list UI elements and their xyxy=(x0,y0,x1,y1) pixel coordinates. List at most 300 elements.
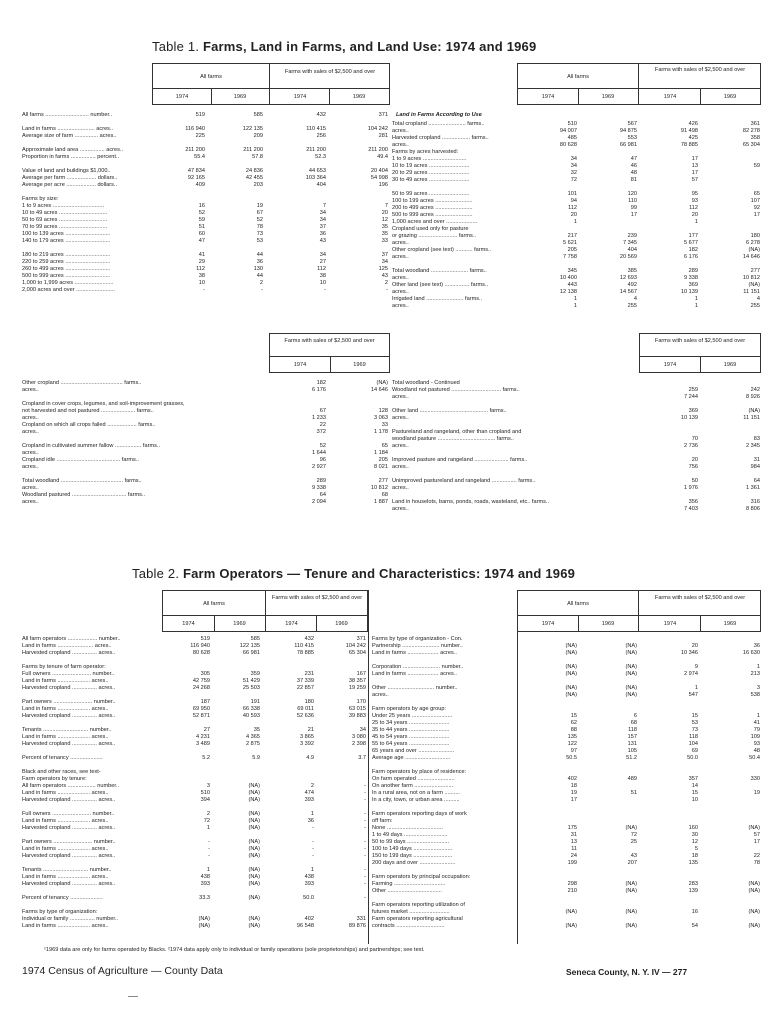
row-value: (NA) xyxy=(625,664,637,670)
row-value: 6 176 xyxy=(684,254,698,260)
row-label: acres.. xyxy=(392,303,409,309)
row-value: 20 569 xyxy=(619,254,637,260)
row-value: - xyxy=(364,783,366,789)
table-row xyxy=(22,133,390,140)
row-value: 24 xyxy=(570,853,577,859)
row-value: 39 883 xyxy=(348,713,366,719)
table2-number: Table 2. xyxy=(132,566,180,581)
row-value: 97 xyxy=(570,748,577,754)
row-value: 1 xyxy=(694,685,698,691)
table-row xyxy=(22,429,390,436)
row-value: 361 xyxy=(750,121,760,127)
row-label: Farms by acres harvested: xyxy=(392,149,459,155)
table-row xyxy=(22,783,368,790)
row-label: acres.. xyxy=(22,485,39,491)
row-label: acres.. xyxy=(392,254,409,260)
row-value: 19 259 xyxy=(348,685,366,691)
table1-left2-header xyxy=(269,333,390,373)
row-label: Percent of tenancy ..................... xyxy=(22,755,103,761)
row-value: (NA) xyxy=(748,282,760,288)
table-row xyxy=(22,692,368,699)
row-value: 15 xyxy=(691,713,698,719)
table-row xyxy=(22,713,368,720)
row-value: 36 xyxy=(319,231,326,237)
table-row xyxy=(392,296,762,303)
table-row xyxy=(372,895,762,902)
table-row xyxy=(22,636,368,643)
row-value: 182 xyxy=(316,380,326,386)
row-value: 1 xyxy=(573,296,577,302)
row-label: Land in farms .................... acres.. xyxy=(372,671,457,677)
row-label: 100 to 139 acres ............................. xyxy=(22,231,111,237)
row-value: 68 xyxy=(381,492,388,498)
table-row xyxy=(22,245,390,252)
table-row xyxy=(22,464,390,471)
row-value: 210 xyxy=(567,888,577,894)
row-value: 372 xyxy=(316,429,326,435)
table-row xyxy=(22,387,390,394)
row-value: 298 xyxy=(567,881,577,887)
row-value: 16 xyxy=(198,203,205,209)
row-value: 37 xyxy=(319,224,326,230)
row-value: 107 xyxy=(750,198,760,204)
row-value: - xyxy=(312,839,314,845)
row-value: 65 xyxy=(381,443,388,449)
row-value: 492 xyxy=(627,282,637,288)
row-value: 54 998 xyxy=(370,175,388,181)
table-row xyxy=(372,867,762,874)
row-label: 100 to 149 days ......................... xyxy=(372,846,453,852)
row-value: - xyxy=(203,287,205,293)
row-value: 585 xyxy=(250,636,260,642)
table-row xyxy=(22,797,368,804)
row-label: acres.. xyxy=(22,429,39,435)
table-row xyxy=(392,394,762,401)
row-value: (NA) xyxy=(565,643,577,649)
row-value: 6 xyxy=(633,713,637,719)
row-value: 44 xyxy=(256,273,263,279)
hdr-all-farms: All farms xyxy=(203,601,225,607)
row-value: 43 xyxy=(319,238,326,244)
row-value: 242 xyxy=(750,387,760,393)
row-value: (NA) xyxy=(376,380,388,386)
row-value: 20 xyxy=(691,457,698,463)
table-row xyxy=(22,154,390,161)
hdr-1969: 1969 xyxy=(233,94,247,100)
row-value: - xyxy=(386,287,388,293)
row-value: - xyxy=(364,811,366,817)
row-value: 27 xyxy=(319,259,326,265)
hdr-sales: Farms with sales of $2,500 and over xyxy=(271,595,363,601)
row-value: 8 926 xyxy=(746,394,760,400)
row-value: 57.8 xyxy=(252,154,263,160)
row-value: 393 xyxy=(304,797,314,803)
row-value: 54 xyxy=(691,923,698,929)
row-value: 371 xyxy=(378,112,388,118)
table-row xyxy=(392,219,762,226)
row-value: 105 xyxy=(627,748,637,754)
table-row xyxy=(372,636,762,643)
table-row xyxy=(392,429,762,436)
row-value: 1 644 xyxy=(312,450,326,456)
row-value: 116 940 xyxy=(190,643,210,649)
table-row xyxy=(22,818,368,825)
row-label: Black and other races, see text- xyxy=(22,769,101,775)
row-value: 211 200 xyxy=(243,147,263,153)
table-row xyxy=(22,748,368,755)
row-value: 22 xyxy=(753,853,760,859)
row-value: - xyxy=(208,853,210,859)
table-row xyxy=(22,832,368,839)
row-value: 211 200 xyxy=(306,147,326,153)
row-value: 67 xyxy=(256,210,263,216)
row-value: 60 xyxy=(198,231,205,237)
row-value: 89 876 xyxy=(348,923,366,929)
table-row xyxy=(392,450,762,457)
row-label: 50 to 99 days ........................... xyxy=(372,839,450,845)
table-row xyxy=(372,776,762,783)
hdr-1974: 1974 xyxy=(663,94,677,100)
row-value: 277 xyxy=(750,268,760,274)
row-label: Harvested cropland ................ acres.. xyxy=(22,685,116,691)
row-value: 78 885 xyxy=(680,142,698,148)
row-label: Tenants ............................. number.. xyxy=(22,867,112,873)
row-value: 175 xyxy=(567,825,577,831)
table-row xyxy=(372,748,762,755)
row-value: 1 xyxy=(206,825,210,831)
table-row xyxy=(372,797,762,804)
table-row xyxy=(22,650,368,657)
row-value: 52 871 xyxy=(192,713,210,719)
row-value: 7 244 xyxy=(684,394,698,400)
table-row xyxy=(22,408,390,415)
row-value: (NA) xyxy=(625,909,637,915)
row-value: 14 xyxy=(691,783,698,789)
row-value: 4 xyxy=(756,296,760,302)
row-value: 50.4 xyxy=(749,755,760,761)
table-row xyxy=(392,499,762,506)
row-value: 78 885 xyxy=(296,650,314,656)
row-value: 8 021 xyxy=(374,464,388,470)
row-value: 35 xyxy=(381,231,388,237)
row-label: Farm operators by age group: xyxy=(372,706,446,712)
row-label: acres.. xyxy=(22,464,39,470)
hdr-sales: Farms with sales of $2,500 and over xyxy=(654,338,746,344)
row-value: 203 xyxy=(253,182,263,188)
row-value: 72 xyxy=(203,818,210,824)
row-value: 231 xyxy=(304,671,314,677)
row-value: 3 392 xyxy=(300,741,314,747)
row-value: 211 200 xyxy=(368,147,388,153)
row-label: Farm operators by tenure: xyxy=(22,776,87,782)
row-value: 510 xyxy=(567,121,577,127)
row-value: 51 xyxy=(630,790,637,796)
row-value: 2 736 xyxy=(684,443,698,449)
row-value: 1 xyxy=(756,713,760,719)
row-value: 5.2 xyxy=(202,755,210,761)
row-value: 78 xyxy=(256,224,263,230)
row-label: Farm operators reporting agricultural xyxy=(372,916,463,922)
row-label: Average per acre ................... dollars.. xyxy=(22,182,118,188)
row-value: 1 xyxy=(756,664,760,670)
row-label: 260 to 499 acres ............................. xyxy=(22,266,111,272)
row-value: (NA) xyxy=(248,853,260,859)
table-row xyxy=(372,860,762,867)
row-label: acres.. xyxy=(372,692,389,698)
row-value: (NA) xyxy=(248,867,260,873)
row-value: (NA) xyxy=(748,825,760,831)
row-value: 34 xyxy=(319,210,326,216)
table1-right-body xyxy=(392,121,762,310)
row-value: 47 xyxy=(198,238,205,244)
row-value: 43 xyxy=(381,273,388,279)
table-row xyxy=(22,210,390,217)
row-value: (NA) xyxy=(565,664,577,670)
row-label: Value of land and buildings $1,000.. xyxy=(22,168,111,174)
table-row xyxy=(22,860,368,867)
row-value: 432 xyxy=(316,112,326,118)
table-row xyxy=(22,888,368,895)
row-label: Land in farms ....................... acres.. xyxy=(22,643,112,649)
row-label: Other cropland ........................................ farms.. xyxy=(22,380,142,386)
row-value: 10 139 xyxy=(680,415,698,421)
hdr-1969: 1969 xyxy=(352,94,366,100)
row-value: 38 xyxy=(198,273,205,279)
row-value: - xyxy=(364,839,366,845)
row-value: (NA) xyxy=(248,818,260,824)
row-label: 1 to 9 acres ................................. xyxy=(22,203,105,209)
table-row xyxy=(22,203,390,210)
row-label: Harvested cropland ................ acres.. xyxy=(22,881,116,887)
table2-divider-right xyxy=(517,590,518,944)
row-label: acres.. xyxy=(22,415,39,421)
hdr-all-farms: All farms xyxy=(567,601,589,607)
table-row xyxy=(372,839,762,846)
row-value: (NA) xyxy=(748,881,760,887)
row-label: 200 days and over ....................... xyxy=(372,860,456,866)
row-value: 110 415 xyxy=(294,643,314,649)
table-row xyxy=(392,387,762,394)
row-value: 217 xyxy=(567,233,577,239)
row-value: 31 xyxy=(753,457,760,463)
row-label: Farm operators by principal occupation: xyxy=(372,874,471,880)
table-row xyxy=(22,706,368,713)
row-value: 17 xyxy=(691,170,698,176)
table1-right-header xyxy=(517,63,761,105)
row-value: 1 xyxy=(694,219,698,225)
row-value: 211 200 xyxy=(185,147,205,153)
row-value: (NA) xyxy=(565,909,577,915)
row-label: None .................................... xyxy=(372,825,443,831)
row-label: Harvested cropland ................ acres.. xyxy=(22,825,116,831)
row-value: (NA) xyxy=(248,916,260,922)
row-value: (NA) xyxy=(748,408,760,414)
row-value: 34 xyxy=(319,252,326,258)
row-value: 130 xyxy=(253,266,263,272)
row-value: 38 xyxy=(319,273,326,279)
row-label: 35 to 44 years .......................... xyxy=(372,727,450,733)
table-row xyxy=(22,734,368,741)
row-label: Other .............................. number.. xyxy=(372,685,458,691)
row-value: 50.0 xyxy=(303,895,314,901)
row-value: 31 xyxy=(570,832,577,838)
row-label: futures market .......................... xyxy=(372,909,450,915)
table-row xyxy=(372,853,762,860)
row-value: 135 xyxy=(688,860,698,866)
row-value: 72 xyxy=(570,177,577,183)
row-label: woodland pasture ..................................... farms.. xyxy=(392,436,514,442)
row-value: 5 xyxy=(694,846,698,852)
row-value: - xyxy=(208,839,210,845)
row-value: 11 151 xyxy=(743,289,760,295)
row-label: Improved pasture and rangeland ...................... farms.. xyxy=(392,457,528,463)
row-value: 19 xyxy=(753,790,760,796)
row-value: 553 xyxy=(627,135,637,141)
table-row xyxy=(22,182,390,189)
table-row xyxy=(372,650,762,657)
row-value: 2 xyxy=(206,811,210,817)
table2-left-body xyxy=(22,636,368,930)
row-label: 70 to 99 acres ............................... xyxy=(22,224,108,230)
table2-right-header xyxy=(517,590,761,632)
row-value: 289 xyxy=(688,268,698,274)
row-value: 16 xyxy=(691,909,698,915)
row-value: 36 xyxy=(307,818,314,824)
row-value: 585 xyxy=(253,112,263,118)
row-value: 10 xyxy=(691,797,698,803)
row-label: 2,000 acres and over ......................... xyxy=(22,287,115,293)
table-row xyxy=(22,471,390,478)
row-value: 34 xyxy=(570,163,577,169)
row-value: 9 338 xyxy=(312,485,326,491)
row-value: 20 xyxy=(691,212,698,218)
row-value: 369 xyxy=(688,282,698,288)
row-value: 93 xyxy=(691,198,698,204)
row-label: Land in farms ..................... acres.. xyxy=(22,706,109,712)
table-row xyxy=(22,804,368,811)
row-value: 25 503 xyxy=(242,685,260,691)
row-label: or grazing ......................... farms.. xyxy=(392,233,476,239)
row-value: 66 338 xyxy=(242,706,260,712)
row-value: 99 xyxy=(630,205,637,211)
row-value: 17 xyxy=(753,212,760,218)
row-value: 57 xyxy=(753,832,760,838)
row-value: 13 xyxy=(570,839,577,845)
row-value: 485 xyxy=(567,135,577,141)
table-row xyxy=(22,874,368,881)
row-value: 213 xyxy=(750,671,760,677)
row-value: 289 xyxy=(316,478,326,484)
row-value: 20 xyxy=(691,643,698,649)
row-value: (NA) xyxy=(625,881,637,887)
row-value: (NA) xyxy=(248,839,260,845)
row-value: 88 xyxy=(570,727,577,733)
row-value: 22 xyxy=(319,422,326,428)
row-value: 131 xyxy=(627,741,637,747)
row-label: acres.. xyxy=(392,415,409,421)
row-value: 358 xyxy=(750,135,760,141)
table-row xyxy=(372,804,762,811)
row-value: 135 xyxy=(567,734,577,740)
row-value: 73 xyxy=(256,231,263,237)
row-label: 10 to 49 acres ............................... xyxy=(22,210,108,216)
hdr-1974: 1974 xyxy=(182,621,195,627)
row-value: - xyxy=(364,825,366,831)
row-value: 79 xyxy=(753,727,760,733)
table1-title xyxy=(152,39,536,54)
row-value: 1 xyxy=(694,296,698,302)
row-label: Farms by type of organization: xyxy=(22,909,98,915)
row-label: acres.. xyxy=(392,443,409,449)
table-row xyxy=(22,224,390,231)
table-row xyxy=(392,492,762,499)
table-row xyxy=(392,233,762,240)
row-label: acres.. xyxy=(392,128,409,134)
row-label: Land in farms ..................... acres.. xyxy=(22,846,109,852)
row-label: 25 to 34 years .......................... xyxy=(372,720,450,726)
row-value: (NA) xyxy=(625,888,637,894)
row-value: 19 xyxy=(570,790,577,796)
row-label: Approximate land area ................ acres.. xyxy=(22,147,124,153)
table1-right2-body xyxy=(392,380,762,513)
row-value: 404 xyxy=(627,247,637,253)
table-row xyxy=(22,394,390,401)
row-value: 44 653 xyxy=(308,168,326,174)
row-value: 305 xyxy=(200,671,210,677)
row-value: 359 xyxy=(250,671,260,677)
row-label: Unimproved pastureland and rangeland ................ farms.. xyxy=(392,478,536,484)
hdr-1974: 1974 xyxy=(293,362,307,368)
row-value: 22 857 xyxy=(296,685,314,691)
row-value: 52 xyxy=(319,443,326,449)
row-value: (NA) xyxy=(565,685,577,691)
row-value: 66 981 xyxy=(619,142,637,148)
table-row xyxy=(22,422,390,429)
table-row xyxy=(22,846,368,853)
row-label: Land in farms ..................... acres.. xyxy=(22,734,109,740)
row-value: (NA) xyxy=(625,685,637,691)
row-value: - xyxy=(364,818,366,824)
row-value: 67 xyxy=(319,408,326,414)
table2-right-body xyxy=(372,636,762,930)
table-row xyxy=(392,485,762,492)
row-label: Other land ............................................ farms.. xyxy=(392,408,507,414)
table-row xyxy=(372,699,762,706)
table-row xyxy=(22,112,390,119)
row-value: 41 xyxy=(198,252,205,258)
row-value: 118 xyxy=(689,734,698,740)
table-row xyxy=(22,119,390,126)
row-value: 48 xyxy=(753,748,760,754)
row-value: 209 xyxy=(253,133,263,139)
hdr-1969: 1969 xyxy=(233,621,246,627)
row-label: Partnership ........................ number.. xyxy=(372,643,463,649)
row-value: 27 xyxy=(203,727,210,733)
table-row xyxy=(372,902,762,909)
row-value: 38 357 xyxy=(348,678,366,684)
row-value: 72 xyxy=(630,832,637,838)
row-label: Under 25 years .......................... xyxy=(372,713,453,719)
row-value: 104 242 xyxy=(345,643,366,649)
table-row xyxy=(22,678,368,685)
row-label: Land in farms ..................... acres.. xyxy=(22,790,109,796)
table-row xyxy=(392,156,762,163)
row-value: (NA) xyxy=(248,923,260,929)
row-value: 426 xyxy=(688,121,698,127)
row-value: 5.9 xyxy=(252,755,260,761)
row-value: 55.4 xyxy=(194,154,205,160)
table-row xyxy=(22,790,368,797)
